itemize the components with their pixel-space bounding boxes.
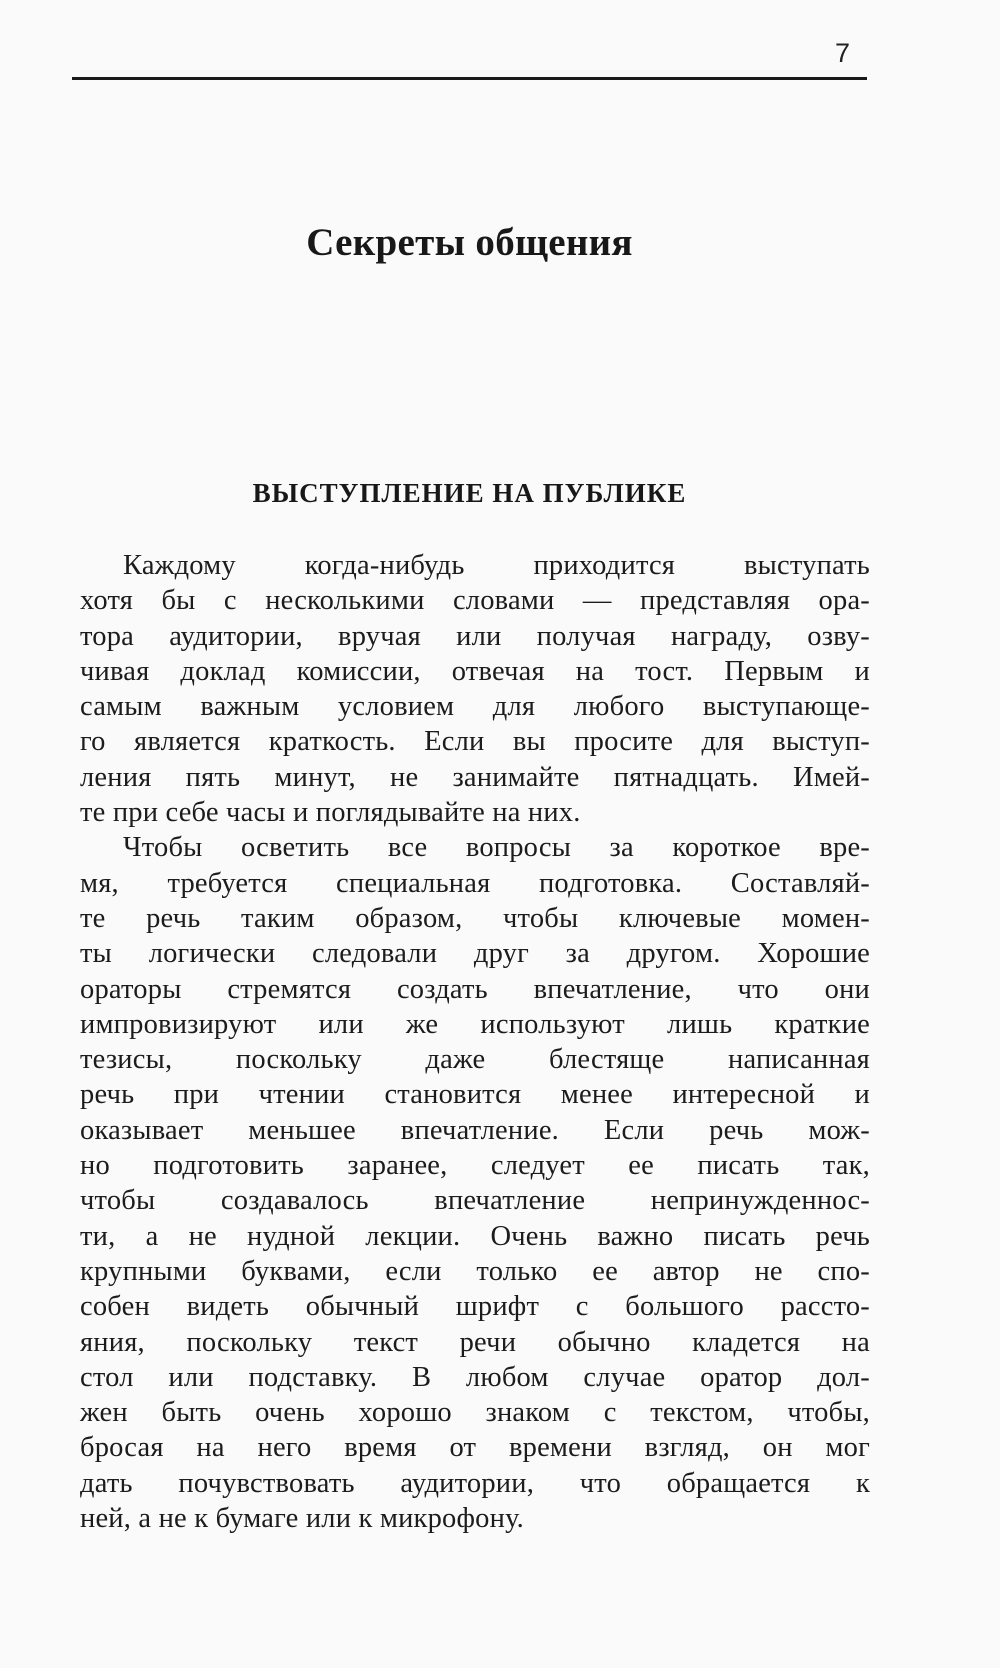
text-line: ораторы стремятся создать впечатление, что они bbox=[80, 973, 870, 1005]
text-line: ней, а не к бумаге или к микрофону. bbox=[80, 1503, 524, 1535]
paragraph bbox=[80, 830, 870, 1536]
page-number: 7 bbox=[835, 38, 851, 68]
text-line: но подготовить заранее, следует ее писать так, bbox=[80, 1150, 870, 1182]
text-line: тора аудитории, вручая или получая награду, озву- bbox=[80, 620, 870, 652]
text-line: самым важным условием для любого выступающе- bbox=[80, 691, 870, 723]
text-line: чивая доклад комиссии, отвечая на тост. Первым и bbox=[80, 655, 870, 687]
text-line: ти, а не нудной лекции. Очень важно писать речь bbox=[80, 1220, 870, 1252]
text-line: импровизируют или же используют лишь краткие bbox=[80, 1008, 870, 1040]
paragraph bbox=[80, 548, 870, 830]
text-line: те при себе часы и поглядывайте на них. bbox=[80, 797, 581, 829]
text-line: ты логически следовали друг за другом. Хорошие bbox=[80, 938, 870, 970]
text-line: дать почувствовать аудитории, что обращается к bbox=[80, 1467, 870, 1499]
text-line: хотя бы с несколькими словами — представляя ора- bbox=[80, 585, 870, 617]
text-line: те речь таким образом, чтобы ключевые момен- bbox=[80, 902, 870, 934]
text-line: Каждому когда-нибудь приходится выступать bbox=[123, 550, 870, 581]
text-line: ления пять минут, не занимайте пятнадцать. Имей- bbox=[80, 761, 870, 793]
text-line: чтобы создавалось впечатление непринужденнос- bbox=[80, 1185, 870, 1217]
text-line: яния, поскольку текст речи обычно кладется на bbox=[80, 1326, 870, 1358]
text-line: оказывает меньшее впечатление. Если речь мож- bbox=[80, 1114, 870, 1146]
text-line: бросая на него время от времени взгляд, он мог bbox=[80, 1432, 870, 1464]
header-rule bbox=[72, 77, 867, 80]
text-line: Чтобы осветить все вопросы за короткое вре- bbox=[123, 832, 870, 864]
text-line: мя, требуется специальная подготовка. Составляй- bbox=[80, 867, 870, 899]
chapter-title: Секреты общения bbox=[306, 221, 633, 264]
section-title: ВЫСТУПЛЕНИЕ НА ПУБЛИКЕ bbox=[252, 478, 687, 508]
text-line: жен быть очень хорошо знаком с текстом, чтобы, bbox=[80, 1397, 870, 1429]
text-line: крупными буквами, если только ее автор не спо- bbox=[80, 1255, 870, 1287]
text-line: го является краткость. Если вы просите для выступ- bbox=[80, 726, 870, 758]
text-line: стол или подставку. В любом случае оратор дол- bbox=[80, 1361, 870, 1393]
text-line: тезисы, поскольку даже блестяще написанная bbox=[80, 1044, 870, 1076]
text-line: собен видеть обычный шрифт с большого рассто- bbox=[80, 1291, 870, 1323]
body-text bbox=[80, 548, 870, 1536]
text-line: речь при чтении становится менее интересной и bbox=[80, 1079, 870, 1111]
